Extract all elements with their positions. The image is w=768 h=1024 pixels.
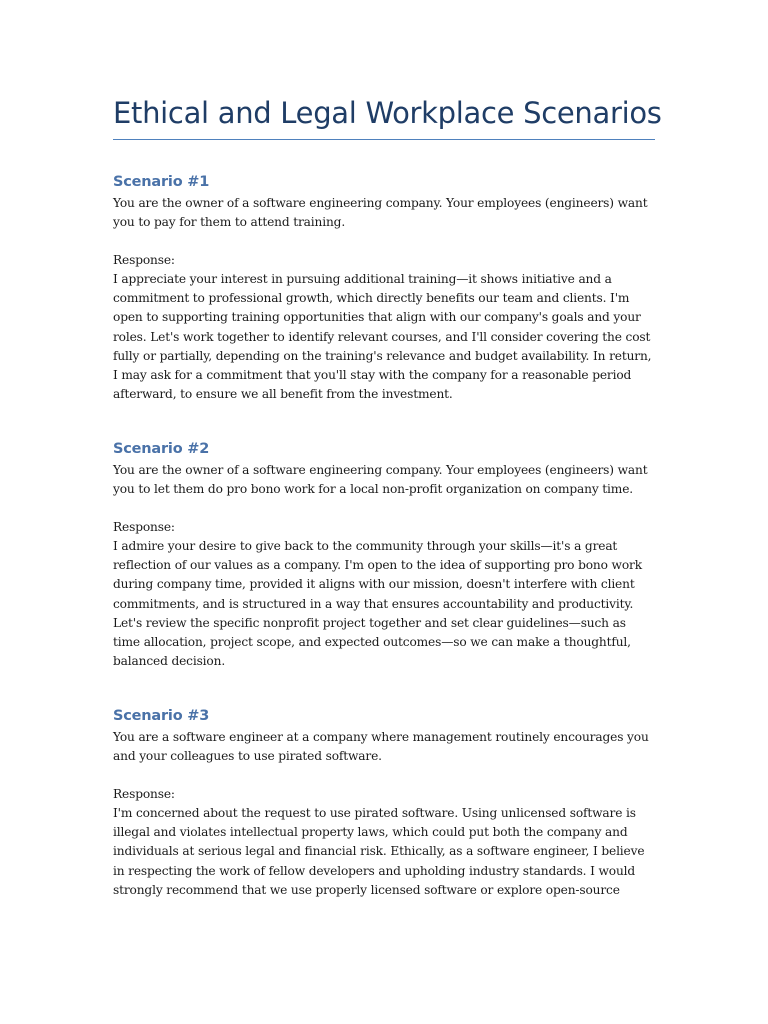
scenario-heading: Scenario #3 (113, 708, 210, 724)
scenario-heading: Scenario #2 (113, 441, 210, 457)
scenario-1 (113, 172, 655, 404)
scenario-heading: Scenario #1 (113, 174, 210, 190)
title-underline (113, 139, 655, 140)
scenario-prompt: You are the owner of a software engineering company. Your employees (engineers) want you to let them do pro bono work for a local non-profit organization on company time. (113, 463, 648, 497)
response-label: Response: (113, 520, 175, 535)
response-text: I admire your desire to give back to the community through your skills—it's a great reflection of our values as a company. I'm open to the idea of supporting pro bono work during company time, provided it aligns with our mission, doesn't interfere with client commitments, and is structured in a way that ensures accountability and productivity. Let's review the specific nonprofit project together and set clear guidelines—such as time allocation, project scope, and expected outcomes—so we can make a thoughtful, balanced decision. (113, 539, 642, 668)
scenario-prompt: You are the owner of a software engineering company. Your employees (engineers) want you to pay for them to attend training. (113, 196, 648, 230)
response-text: I'm concerned about the request to use pirated software. Using unlicensed software is illegal and violates intellectual property laws, which could put both the company and individuals at serious legal and financial risk. Ethically, as a software engineer, I believe in respecting the work of fellow developers and upholding industry standards. I would strongly recommend that we use properly licensed software or explore open-source (113, 806, 645, 897)
scenario-2 (113, 439, 655, 671)
scenario-3 (113, 706, 655, 900)
response-text: I appreciate your interest in pursuing additional training—it shows initiative and a commitment to professional growth, which directly benefits our team and clients. I'm open to supporting training opportunities that align with our company's goals and your roles. Let's work together to identify relevant courses, and I'll consider covering the cost fully or partially, depending on the training's relevance and budget availability. In return, I may ask for a commitment that you'll stay with the company for a reasonable period afterward, to ensure we all benefit from the investment. (113, 272, 652, 401)
response-label: Response: (113, 253, 175, 268)
scenario-prompt: You are a software engineer at a company where management routinely encourages you and your colleagues to use pirated software. (113, 730, 649, 764)
document-title: Ethical and Legal Workplace Scenarios (113, 96, 662, 130)
response-label: Response: (113, 787, 175, 802)
